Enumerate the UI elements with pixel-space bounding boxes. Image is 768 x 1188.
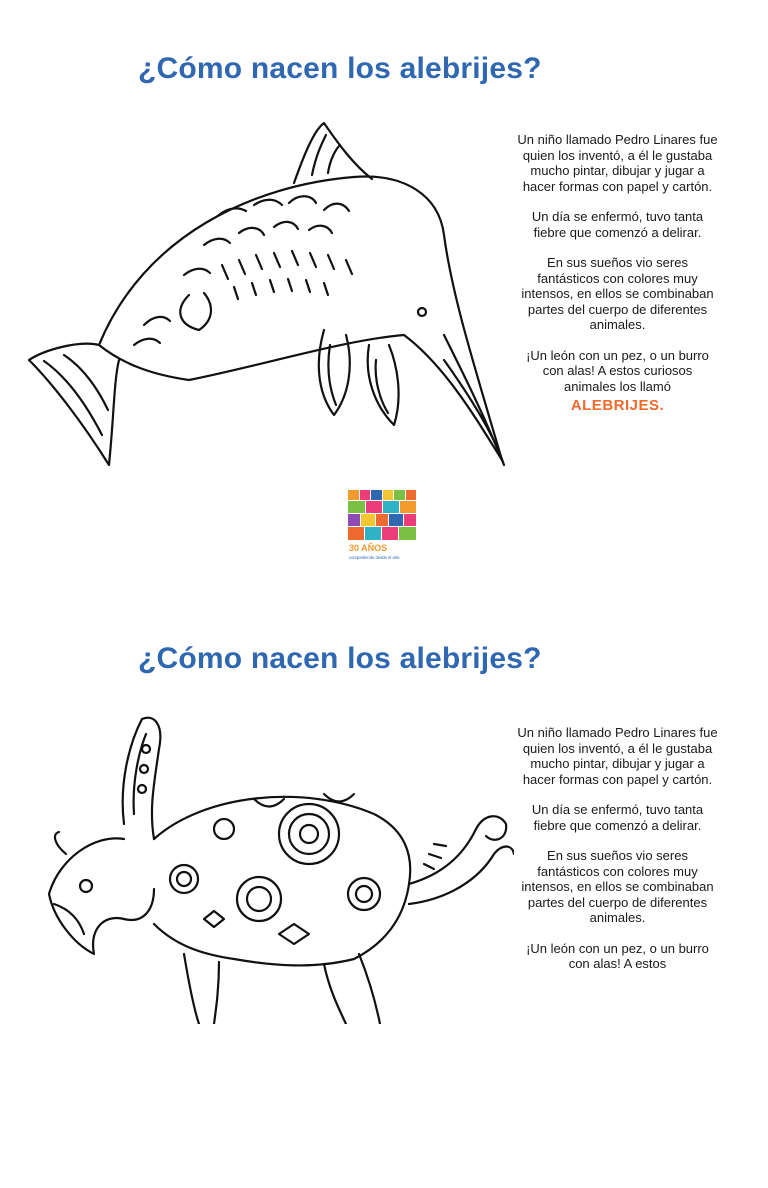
story-paragraph: Un día se enfermó, tuvo tanta fiebre que comenzó a delirar. xyxy=(531,802,704,833)
story-paragraph: Un día se enfermó, tuvo tanta fiebre que comenzó a delirar. xyxy=(531,209,704,240)
artesania-30-anos-logo xyxy=(346,488,418,564)
logo-tagline: compartiendo desde el arte xyxy=(349,555,400,560)
fish-alebrije-illustration xyxy=(24,115,514,500)
story-paragraph: ¡Un león con un pez, o un burro con alas! A estos xyxy=(526,940,709,971)
creature-alebrije-illustration xyxy=(24,704,514,1024)
story-paragraph: En sus sueños vio seres fantásticos con colores muy intensos, en ellos se combinaban partes del cuerpo de diferentes animales. xyxy=(521,255,714,332)
story-paragraph: Un niño llamado Pedro Linares fue quien los inventó, a él le gustaba mucho pintar, dibujar y jugar a hacer formas con papel y cartón. xyxy=(517,725,718,787)
story-paragraph-text: ¡Un león con un pez, o un burro con alas! A estos curiosos animales los llamó xyxy=(526,347,709,394)
page-title: ¿Cómo nacen los alebrijes? xyxy=(138,52,542,85)
story-text-block xyxy=(515,132,720,429)
coloring-page-2 xyxy=(0,594,768,1188)
alebrijes-highlight: ALEBRIJES. xyxy=(570,397,665,414)
story-paragraph xyxy=(515,348,720,414)
story-paragraph: En sus sueños vio seres fantásticos con colores muy intensos, en ellos se combinaban partes del cuerpo de diferentes animales. xyxy=(521,848,714,925)
logo-anniversary: 30 AÑOS xyxy=(349,543,388,553)
story-paragraph: Un niño llamado Pedro Linares fue quien los inventó, a él le gustaba mucho pintar, dibujar y jugar a hacer formas con papel y cartón. xyxy=(517,132,718,194)
story-text-block xyxy=(515,725,720,987)
page-title: ¿Cómo nacen los alebrijes? xyxy=(138,642,542,675)
